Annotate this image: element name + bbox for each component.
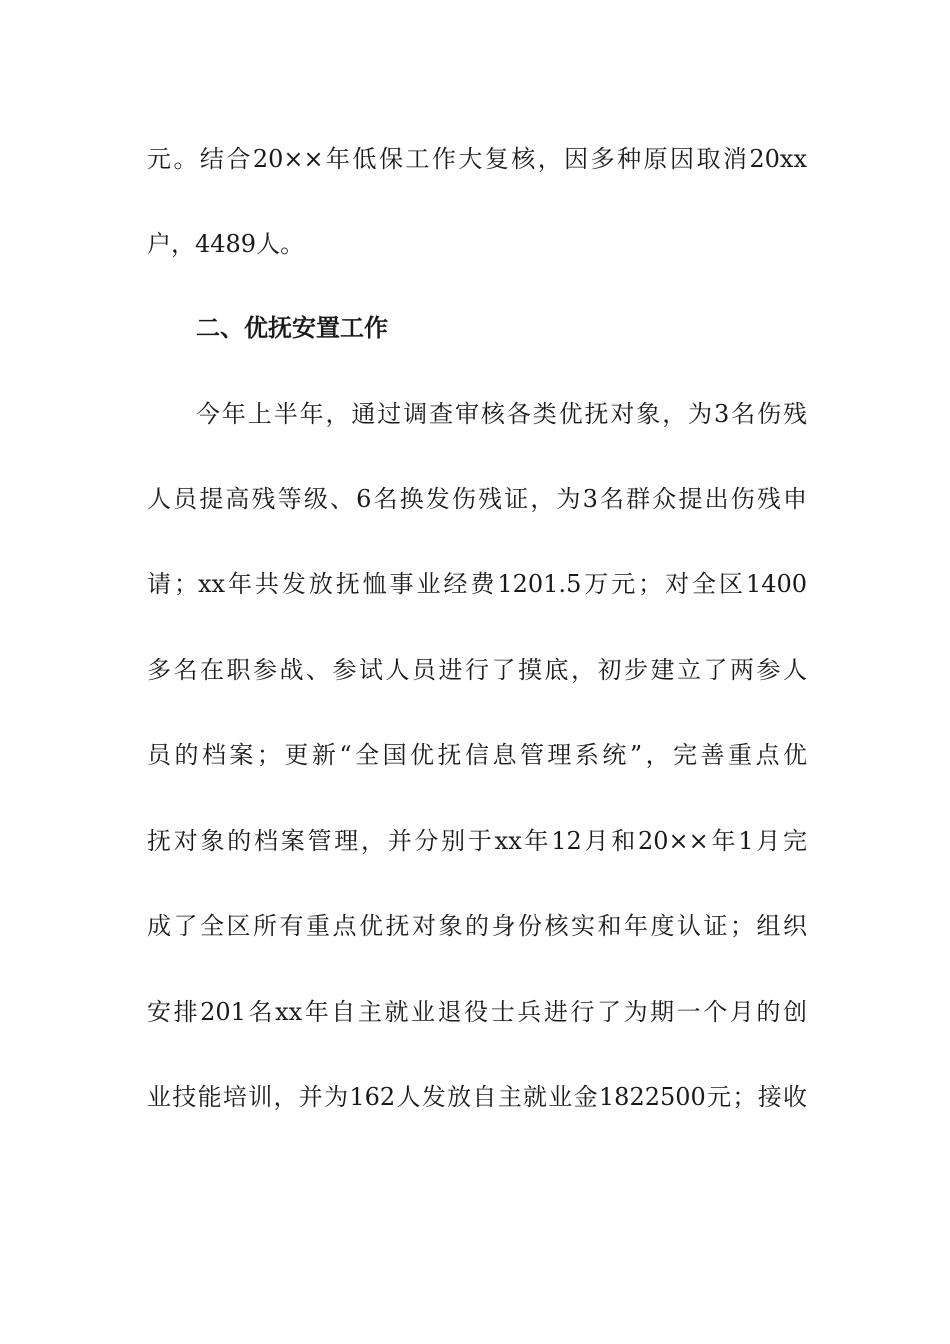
text-line: 多名在职参战、参试人员进行了摸底，初步建立了两参人 (147, 656, 807, 684)
text-line: 人员提高残等级、6名换发伤残证，为3名群众提出伤残申 (147, 485, 807, 513)
text-line: 元。结合20××年低保工作大复核，因多种原因取消20xx (147, 145, 807, 173)
text-line: 抚对象的档案管理，并分别于xx年12月和20××年1月完 (147, 827, 807, 855)
text-line: 员的档案；更新“全国优抚信息管理系统”，完善重点优 (147, 741, 807, 769)
section-heading: 二、优抚安置工作 (196, 314, 388, 342)
text-line: 请；xx年共发放抚恤事业经费1201.5万元；对全区1400 (147, 570, 807, 598)
text-line: 安排201名xx年自主就业退役士兵进行了为期一个月的创 (147, 998, 807, 1026)
text-line: 户，4489人。 (147, 230, 305, 258)
paragraph-first-line: 今年上半年，通过调查审核各类优抚对象，为3名伤残 (196, 400, 807, 428)
text-line: 成了全区所有重点优抚对象的身份核实和年度认证；组织 (147, 912, 807, 940)
text-line: 业技能培训，并为162人发放自主就业金1822500元；接收 (147, 1083, 807, 1111)
